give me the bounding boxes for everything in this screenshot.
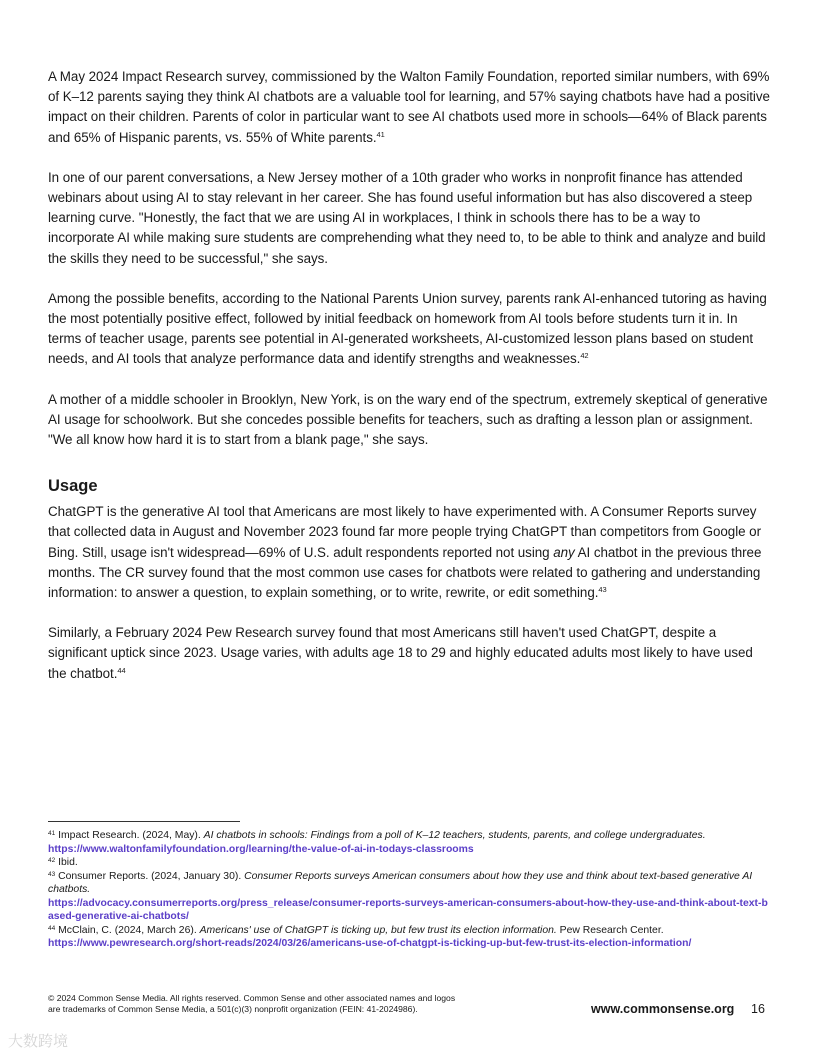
footnote-44: $^{44}$ McClain, C. (2024, March 26). Americans' use of ChatGPT is ticking up, but few trust its election information. Pew Research Center. https://www.pewresearch.org/short-reads/2024/03/26/americans-use-of-chatgpt-is-ticking-up-but-few-trust-its-election-information/ [48,924,770,951]
footnote-41-link[interactable]: https://www.waltonfamilyfoundation.org/learning/the-value-of-ai-in-todays-classrooms [48,843,474,855]
watermark-text: 大数跨境 [8,1032,69,1050]
section-heading-usage: Usage [48,477,98,496]
paragraph-possible-benefits: Among the possible benefits, according to the National Parents Union survey, parents rank AI-enhanced tutoring as having the most potentially positive effect, followed by initial feedback on homework from AI tools before students turn it in. In terms of teacher usage, parents see potential in AI-generated worksheets, AI-customized lesson plans based on student needs, and AI tools that analyze performance data and identify strengths and weaknesses.$^{42}$ [48,290,767,367]
footnotes [48,829,770,951]
footnote-ref-42[interactable]: 42 [580,351,589,361]
footnote-43: $^{43}$ Consumer Reports. (2024, January 30). Consumer Reports surveys American consumers about how they use and think about text-based generative AI chatbots. https://advocacy.consumerreports.org/press_release/consumer-reports-surveys-american-consumers-about-how-they-use-and-think-about-text-based-generative-ai-chatbots/ [48,870,770,924]
footnote-41: $^{41}$ Impact Research. (2024, May). AI chatbots in schools: Findings from a poll of K–12 teachers, students, parents, and college undergraduates. https://www.waltonfamilyfoundation.org/learning/the-value-of-ai-in-todays-classrooms [48,829,770,856]
paragraph-brooklyn-mother: A mother of a middle schooler in Brooklyn, New York, is on the wary end of the spectrum, extremely skeptical of generative AI usage for schoolwork. But she concedes possible benefits for teachers, such as drafting a lesson plan or assignment. "We all know how hard it is to start from a blank page," she says. [48,391,768,448]
footer-website-link[interactable]: www.commonsense.org [591,1002,735,1016]
paragraph-new-jersey-mother: In one of our parent conversations, a New Jersey mother of a 10th grader who works in nonprofit finance has attended webinars about using AI to stay relevant in her career. She has found useful information but has also discovered a steep learning curve. "Honestly, the fact that we are using AI in workplaces, I think in schools there has to be a way to incorporate AI while making sure students are comprehending what they need to, to be able to think and analyze and build the skills they need to be successful," she says. [48,169,766,266]
footnote-ref-41[interactable]: 41 [376,129,385,139]
watermark-logo [8,1030,68,1051]
footnote-ref-43[interactable]: 43 [598,585,607,595]
page-number: 16 [751,1002,765,1016]
footnote-44-link[interactable]: https://www.pewresearch.org/short-reads/2024/03/26/americans-use-of-chatgpt-is-ticking-up-but-few-trust-its-election-information/ [48,938,692,949]
paragraph-pew-survey: Similarly, a February 2024 Pew Research survey found that most Americans still haven't used ChatGPT, despite a significant uptick since 2023. Usage varies, with adults age 18 to 29 and highly educated adults most likely to have used the chatbot.$^{44}$ [48,625,753,681]
paragraph-chatgpt-usage: ChatGPT is the generative AI tool that Americans are most likely to have experimented with. A Consumer Reports survey that collected data in August and November 2023 found far more people trying ChatGPT than competitors from Google or Bing. Still, usage isn't widespread—69% of U.S. adult respondents reported not using any AI chatbot in the previous three months. The CR survey found that the most common use cases for chatbots were related to gathering and understanding information: to answer a question, to explain something, or to write, rewrite, or edit something.$^{43}$ [48,504,762,601]
footnote-divider [48,821,240,822]
paragraph-walton-survey: A May 2024 Impact Research survey, commissioned by the Walton Family Foundation, reported similar numbers, with 69% of K–12 parents saying they think AI chatbots are a valuable tool for learning, and 57% saying chatbots have had a positive impact on their children. Parents of color in particular want to see AI chatbots used more in schools—64% of Black parents and 65% of Hispanic parents, vs. 55% of White parents.$^{41}$ [48,69,770,145]
footnote-43-link[interactable]: https://advocacy.consumerreports.org/press_release/consumer-reports-surveys-american-consumers-about-how-they-use-and-think-about-text-based-generative-ai-chatbots/ [48,897,768,922]
footer-copyright: © 2024 Common Sense Media. All rights reserved. Common Sense and other associated names and logos are trademarks of Common Sense Media, a 501(c)(3) nonprofit organization (FEIN: 41-2024986). [48,993,456,1014]
main-content [48,67,770,704]
footnote-ref-44[interactable]: 44 [117,665,126,675]
footnote-42: $^{42}$ Ibid. [48,857,78,868]
